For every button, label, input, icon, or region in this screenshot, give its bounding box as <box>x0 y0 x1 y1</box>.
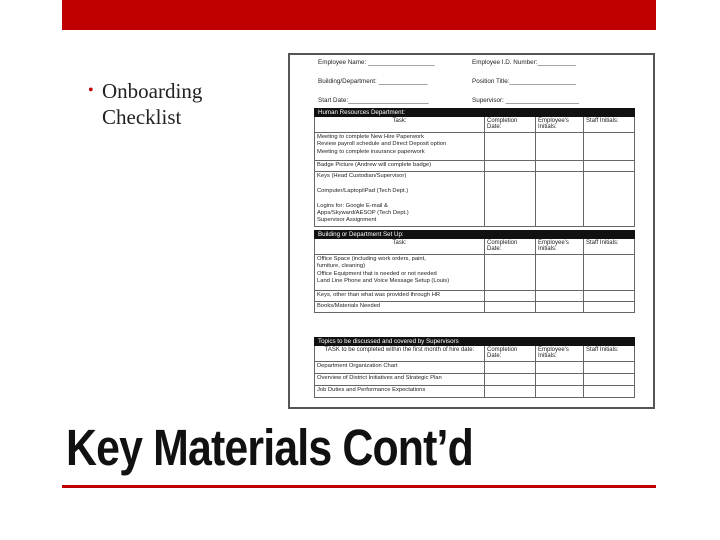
task-cell: Badge Picture (Andrew will complete badge) <box>315 161 485 172</box>
section-title: Building or Department Set Up: <box>315 231 635 239</box>
task-cell: Meeting to complete New Hire Paperwork Review payroll schedule and Direct Deposit option Meeting to complete insurance paperwork <box>315 133 485 161</box>
slide-title: Key Materials Cont’d <box>66 419 473 476</box>
employee-info-row <box>318 59 638 78</box>
column-header: Completion Date: <box>485 239 536 255</box>
table-row <box>315 161 635 172</box>
task-cell: Job Duties and Performance Expectations <box>315 386 485 398</box>
column-header: Employee's Initials: <box>536 346 584 362</box>
section-title: Human Resources Department: <box>315 109 635 117</box>
supervisor-field: Supervisor: _____________________ <box>472 97 580 104</box>
position-title-field: Position Title:___________________ <box>472 78 576 85</box>
table-row <box>315 386 635 398</box>
bullet-text: Onboarding Checklist <box>102 79 203 129</box>
column-header: Staff Initials: <box>584 239 635 255</box>
supervisor-topics-table <box>314 337 635 398</box>
employee-name-field: Employee Name: ___________________ <box>318 59 435 66</box>
table-row <box>315 291 635 302</box>
bullet-dot-icon: • <box>88 82 94 99</box>
task-cell: Keys, other than what was provided through HR <box>315 291 485 302</box>
column-header: Staff Initials: <box>584 346 635 362</box>
table-row <box>315 133 635 161</box>
table-row <box>315 255 635 291</box>
building-setup-table <box>314 230 635 313</box>
table-row <box>315 362 635 374</box>
table-row <box>315 172 635 227</box>
hr-department-table <box>314 108 635 227</box>
column-header: Staff Initials: <box>584 117 635 133</box>
column-header: Completion Date: <box>485 346 536 362</box>
start-date-field: Start Date:_______________________ <box>318 97 429 104</box>
column-header: Employee's Initials: <box>536 117 584 133</box>
top-accent-bar <box>62 0 656 30</box>
building-department-field: Building/Department: ______________ <box>318 78 428 85</box>
column-header: Employee's Initials: <box>536 239 584 255</box>
bullet-list <box>88 78 278 130</box>
column-header: Completion Date: <box>485 117 536 133</box>
task-cell: Office Space (including work orders, paint, furniture, cleaning) Office Equipment that is needed or not needed Land Line Phone and Voice Message Setup (Louis) <box>315 255 485 291</box>
column-header: Task: <box>315 117 485 133</box>
task-cell: Department Organization Chart <box>315 362 485 374</box>
task-cell: Keys (Head Custodian/Supervisor) Computer/Laptop/iPad (Tech Dept.) Logins for: Google E-mail & Apps/Skyward/AESOP (Tech Dept.) Supervisor Assignment <box>315 172 485 227</box>
employee-id-field: Employee I.D. Number:___________ <box>472 59 576 66</box>
bullet-item <box>88 78 278 130</box>
column-header: Task: <box>315 239 485 255</box>
table-row <box>315 302 635 313</box>
table-row <box>315 374 635 386</box>
column-header: TASK to be completed within the first month of hire date: <box>315 346 485 362</box>
section-title: Topics to be discussed and covered by Supervisors <box>315 338 635 346</box>
employee-info-row <box>318 78 638 97</box>
task-cell: Books/Materials Needed <box>315 302 485 313</box>
task-cell: Overview of District Initiatives and Strategic Plan <box>315 374 485 386</box>
title-underline <box>62 485 656 488</box>
checklist-document-image <box>288 53 655 409</box>
